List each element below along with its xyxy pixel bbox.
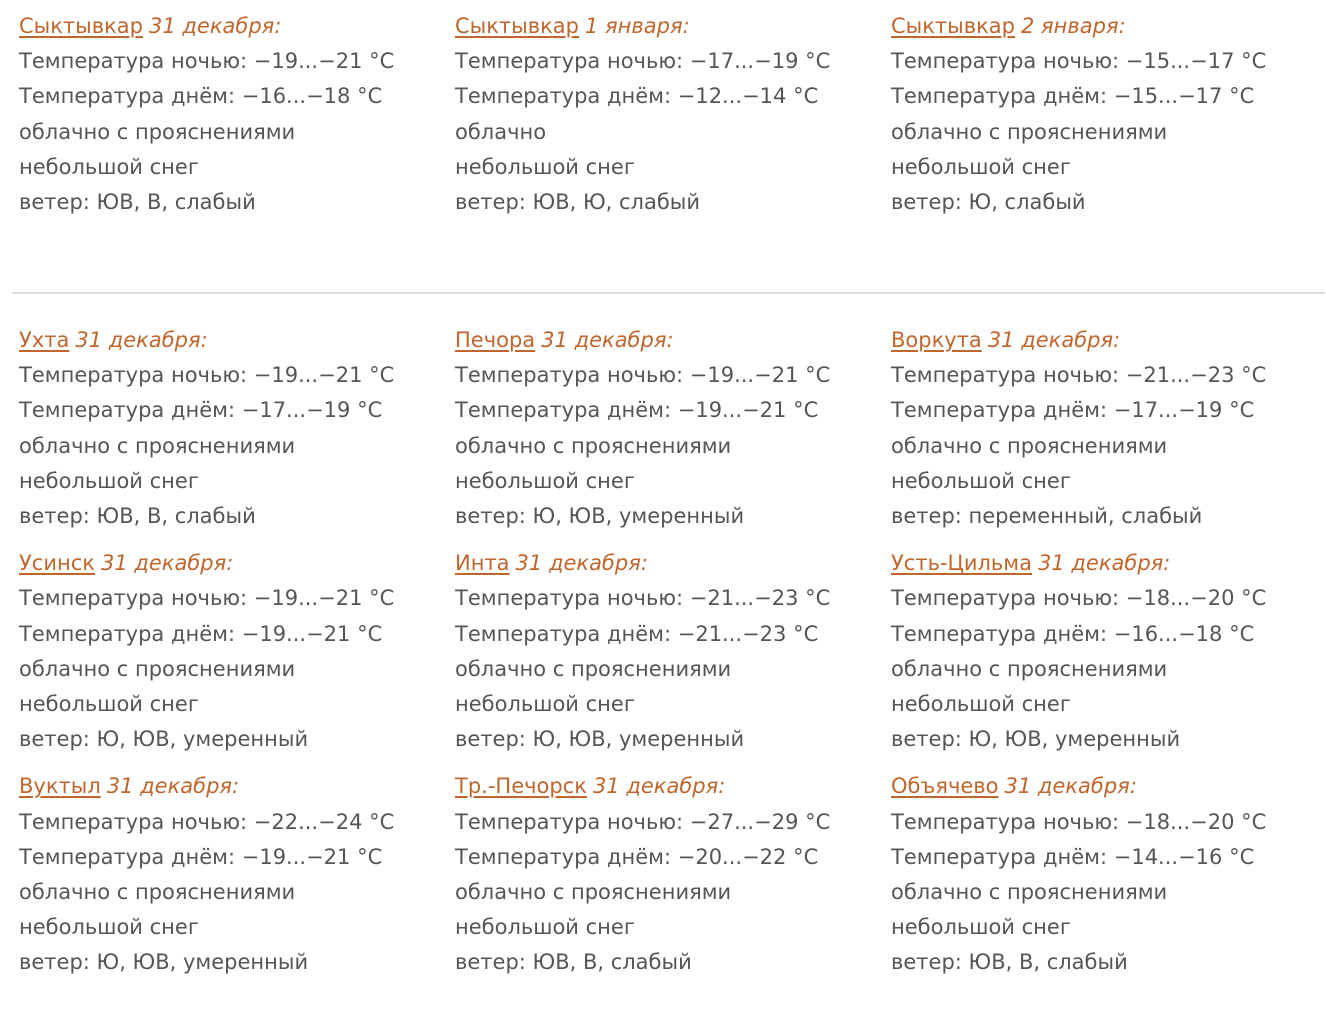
city-link[interactable]: Сыктывкар <box>455 14 580 38</box>
city-link[interactable]: Сыктывкар <box>19 14 144 38</box>
night-temperature: Температура ночью: −17...−19 °C <box>455 49 831 74</box>
city-link[interactable]: Инта <box>455 551 510 576</box>
day-temperature: Температура днём: −14...−16 °C <box>891 844 1255 869</box>
forecast-date: 31 декабря: <box>515 551 648 576</box>
sky-condition: облачно <box>455 119 547 144</box>
forecast-card <box>455 769 891 980</box>
forecast-card-header <box>19 323 455 358</box>
forecast-card-header <box>19 769 455 804</box>
forecast-card-header <box>455 323 891 358</box>
sky-condition: облачно с прояснениями <box>455 880 732 905</box>
day-temperature: Температура днём: −16...−18 °C <box>19 84 383 109</box>
forecast-date: 31 декабря: <box>149 14 282 38</box>
night-temperature: Температура ночью: −18...−20 °C <box>891 586 1267 611</box>
wind: ветер: Ю, слабый <box>891 190 1086 215</box>
syktyvkar-forecast-grid <box>0 9 1326 220</box>
sky-condition: облачно с прояснениями <box>455 656 732 681</box>
cities-forecast-grid <box>0 323 1326 981</box>
forecast-date: 31 декабря: <box>987 328 1121 352</box>
wind: ветер: ЮВ, В, слабый <box>455 950 692 975</box>
wind: ветер: Ю, ЮВ, умеренный <box>455 727 745 752</box>
sky-condition: облачно с прояснениями <box>891 433 1168 458</box>
city-link[interactable]: Объячево <box>891 774 999 799</box>
precipitation: небольшой снег <box>455 154 635 179</box>
sky-condition: облачно с прояснениями <box>19 119 296 144</box>
forecast-card-header <box>455 769 891 804</box>
day-temperature: Температура днём: −17...−19 °C <box>19 398 383 423</box>
forecast-card <box>455 9 891 220</box>
night-temperature: Температура ночью: −19...−21 °C <box>19 363 395 388</box>
night-temperature: Температура ночью: −21...−23 °C <box>455 586 831 611</box>
forecast-card-header <box>19 546 455 581</box>
day-temperature: Температура днём: −20...−22 °C <box>455 844 819 869</box>
wind: ветер: Ю, ЮВ, умеренный <box>19 727 309 752</box>
forecast-date: 31 декабря: <box>100 551 234 576</box>
city-link[interactable]: Усинск <box>19 551 95 576</box>
cities-forecast-section <box>0 323 1326 981</box>
precipitation: небольшой снег <box>891 692 1071 717</box>
forecast-card <box>891 9 1326 220</box>
night-temperature: Температура ночью: −19...−21 °C <box>19 49 395 74</box>
section-divider <box>12 292 1325 294</box>
forecast-card <box>19 769 455 980</box>
precipitation: небольшой снег <box>455 468 635 493</box>
wind: ветер: ЮВ, В, слабый <box>19 190 256 215</box>
forecast-date: 1 января: <box>585 14 690 38</box>
city-link[interactable]: Ухта <box>19 328 70 352</box>
wind: ветер: ЮВ, Ю, слабый <box>455 190 700 215</box>
sky-condition: облачно с прояснениями <box>891 119 1168 144</box>
precipitation: небольшой снег <box>19 468 199 493</box>
forecast-card-header <box>891 769 1326 804</box>
day-temperature: Температура днём: −15...−17 °C <box>891 84 1255 109</box>
forecast-date: 31 декабря: <box>1038 551 1171 576</box>
city-link[interactable]: Вуктыл <box>19 774 101 799</box>
night-temperature: Температура ночью: −27...−29 °C <box>455 809 831 834</box>
precipitation: небольшой снег <box>19 692 199 717</box>
forecast-card-header <box>891 546 1326 581</box>
forecast-card-header <box>455 9 891 44</box>
forecast-date: 31 декабря: <box>1004 774 1137 799</box>
wind: ветер: ЮВ, В, слабый <box>891 950 1128 975</box>
forecast-date: 31 декабря: <box>106 774 240 799</box>
precipitation: небольшой снег <box>455 915 635 940</box>
sky-condition: облачно с прояснениями <box>455 433 732 458</box>
forecast-card-header <box>19 9 455 44</box>
forecast-card-header <box>891 323 1326 358</box>
city-link[interactable]: Усть-Цильма <box>891 551 1032 576</box>
wind: ветер: Ю, ЮВ, умеренный <box>19 950 309 975</box>
forecast-card-header <box>891 9 1326 44</box>
forecast-date: 31 декабря: <box>592 774 726 799</box>
forecast-card <box>19 9 455 220</box>
day-temperature: Температура днём: −21...−23 °C <box>455 621 819 646</box>
sky-condition: облачно с прояснениями <box>891 656 1168 681</box>
day-temperature: Температура днём: −16...−18 °C <box>891 621 1255 646</box>
syktyvkar-forecast-section <box>0 9 1326 220</box>
forecast-date: 2 января: <box>1021 14 1126 38</box>
night-temperature: Температура ночью: −22...−24 °C <box>19 809 395 834</box>
forecast-card <box>455 323 891 534</box>
precipitation: небольшой снег <box>19 154 199 179</box>
day-temperature: Температура днём: −17...−19 °C <box>891 398 1255 423</box>
forecast-card <box>455 546 891 757</box>
night-temperature: Температура ночью: −19...−21 °C <box>19 586 395 611</box>
precipitation: небольшой снег <box>891 915 1071 940</box>
night-temperature: Температура ночью: −15...−17 °C <box>891 49 1267 74</box>
forecast-card <box>19 546 455 757</box>
forecast-card <box>19 323 455 534</box>
wind: ветер: переменный, слабый <box>891 504 1203 529</box>
day-temperature: Температура днём: −19...−21 °C <box>19 844 383 869</box>
sky-condition: облачно с прояснениями <box>19 656 296 681</box>
night-temperature: Температура ночью: −21...−23 °C <box>891 363 1267 388</box>
city-link[interactable]: Печора <box>455 328 536 352</box>
sky-condition: облачно с прояснениями <box>891 880 1168 905</box>
precipitation: небольшой снег <box>19 915 199 940</box>
forecast-card-header <box>455 546 891 581</box>
sky-condition: облачно с прояснениями <box>19 433 296 458</box>
day-temperature: Температура днём: −12...−14 °C <box>455 84 819 109</box>
day-temperature: Температура днём: −19...−21 °C <box>19 621 383 646</box>
night-temperature: Температура ночью: −18...−20 °C <box>891 809 1267 834</box>
city-link[interactable]: Сыктывкар <box>891 14 1016 38</box>
forecast-card <box>891 769 1326 980</box>
forecast-date: 31 декабря: <box>75 328 208 352</box>
day-temperature: Температура днём: −19...−21 °C <box>455 398 819 423</box>
city-link[interactable]: Тр.-Печорск <box>455 774 587 799</box>
wind: ветер: ЮВ, В, слабый <box>19 504 256 529</box>
forecast-card <box>891 546 1326 757</box>
forecast-card <box>891 323 1326 534</box>
wind: ветер: Ю, ЮВ, умеренный <box>455 504 745 529</box>
precipitation: небольшой снег <box>455 692 635 717</box>
sky-condition: облачно с прояснениями <box>19 880 296 905</box>
night-temperature: Температура ночью: −19...−21 °C <box>455 363 831 388</box>
precipitation: небольшой снег <box>891 468 1071 493</box>
precipitation: небольшой снег <box>891 154 1071 179</box>
city-link[interactable]: Воркута <box>891 328 982 352</box>
wind: ветер: Ю, ЮВ, умеренный <box>891 727 1181 752</box>
forecast-date: 31 декабря: <box>541 328 674 352</box>
